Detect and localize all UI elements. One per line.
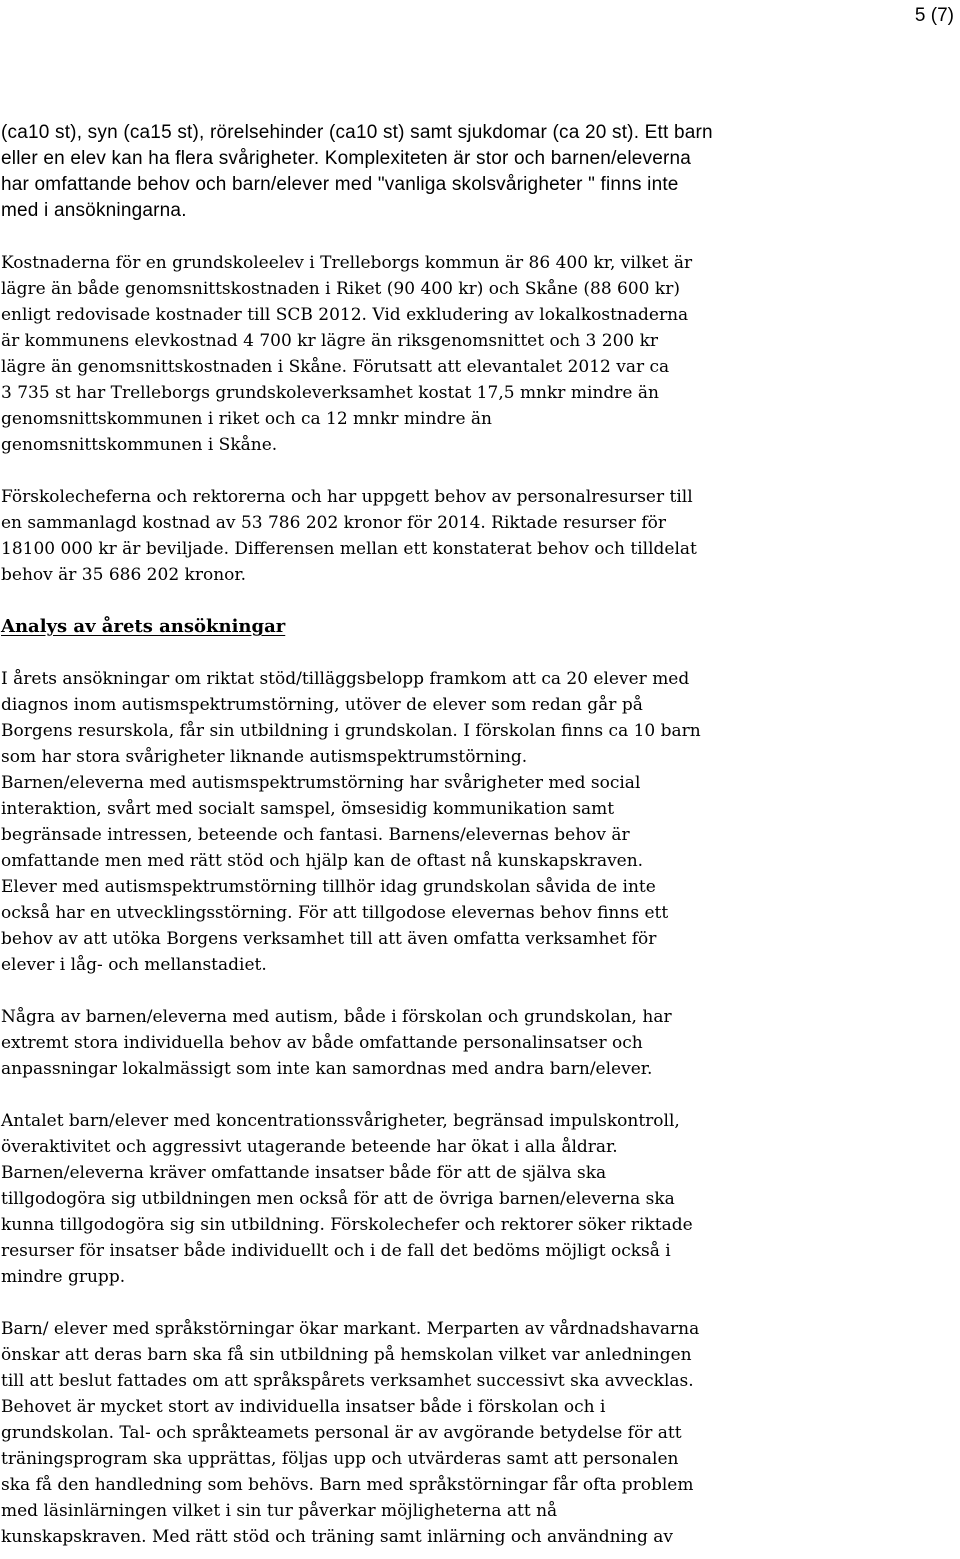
text-line: Barnen/eleverna kräver omfattande insatser både för att de själva ska: [1, 1163, 607, 1183]
text-line: interaktion, svårt med socialt samspel, ömsesidig kommunikation samt: [1, 799, 615, 819]
text-line: enligt redovisade kostnader till SCB 2012. Vid exkludering av lokalkostnaderna: [1, 305, 689, 325]
page-number: 5 (7): [914, 5, 954, 26]
text-line: med läsinlärningen vilket i sin tur påverkar möjligheterna att nå: [1, 1501, 558, 1521]
text-line: överaktivitet och aggressivt utagerande beteende har ökat i alla åldrar.: [1, 1137, 618, 1157]
text-line: Borgens resurskola, får sin utbildning i grundskolan. I förskolan finns ca 10 barn: [1, 721, 701, 741]
section-heading: Analys av årets ansökningar: [1, 616, 286, 637]
text-line: är kommunens elevkostnad 4 700 kr lägre än riksgenomsnittet och 3 200 kr: [1, 331, 659, 351]
document-body: [1, 120, 951, 1550]
text-line: anpassningar lokalmässigt som inte kan samordnas med andra barn/elever.: [1, 1059, 653, 1079]
paragraph-costs: [1, 250, 951, 458]
text-line: extremt stora individuella behov av både omfattande personalinsatser och: [1, 1033, 643, 1053]
text-line: med i ansökningarna.: [1, 200, 187, 221]
text-line: också har en utvecklingsstörning. För att tillgodose elevernas behov finns ett: [1, 903, 669, 923]
text-line: behov av att utöka Borgens verksamhet till att även omfatta verksamhet för: [1, 929, 657, 949]
paragraph-autism: [1, 666, 951, 978]
text-line: Antalet barn/elever med koncentrationssvårigheter, begränsad impulskontroll,: [1, 1111, 680, 1131]
text-line: grundskolan. Tal- och språkteamets personal är av avgörande betydelse för att: [1, 1423, 682, 1443]
text-line: I årets ansökningar om riktat stöd/tilläggsbelopp framkom att ca 20 elever med: [1, 669, 690, 689]
text-line: Kostnaderna för en grundskoleelev i Trelleborgs kommun är 86 400 kr, vilket är: [1, 253, 693, 273]
text-line: diagnos inom autismspektrumstörning, utöver de elever som redan går på: [1, 695, 643, 715]
text-line: kunskapskraven. Med rätt stöd och träning samt inlärning och användning av: [1, 1527, 673, 1547]
text-line: har omfattande behov och barn/elever med "vanliga skolsvårigheter " finns inte: [1, 174, 679, 195]
paragraph-concentration: [1, 1108, 951, 1290]
text-line: tillgodogöra sig utbildningen men också för att de övriga barnen/eleverna ska: [1, 1189, 675, 1209]
text-line: kunna tillgodogöra sig sin utbildning. Förskolechefer och rektorer söker riktade: [1, 1215, 693, 1235]
text-line: önskar att deras barn ska få sin utbildning på hemskolan vilket var anledningen: [1, 1345, 692, 1365]
text-line: omfattande men med rätt stöd och hjälp kan de oftast nå kunskapskraven.: [1, 851, 644, 871]
text-line: 18100 000 kr är beviljade. Differensen mellan ett konstaterat behov och tilldelat: [1, 539, 697, 559]
text-line: som har stora svårigheter liknande autismspektrumstörning.: [1, 747, 528, 767]
paragraph-language: [1, 1316, 951, 1550]
text-line: Några av barnen/eleverna med autism, både i förskolan och grundskolan, har: [1, 1007, 672, 1027]
text-line: lägre än genomsnittskostnaden i Skåne. Förutsatt att elevantalet 2012 var ca: [1, 357, 670, 377]
text-line: begränsade intressen, beteende och fantasi. Barnens/elevernas behov är: [1, 825, 630, 845]
text-line: Barn/ elever med språkstörningar ökar markant. Merparten av vårdnadshavarna: [1, 1319, 700, 1339]
text-line: lägre än både genomsnittskostnaden i Riket (90 400 kr) och Skåne (88 600 kr): [1, 279, 680, 299]
text-line: genomsnittskommunen i riket och ca 12 mnkr mindre än: [1, 409, 492, 429]
text-line: 3 735 st har Trelleborgs grundskoleverksamhet kostat 17,5 mnkr mindre än: [1, 383, 659, 403]
text-line: elever i låg- och mellanstadiet.: [1, 955, 267, 975]
text-line: Barnen/eleverna med autismspektrumstörning har svårigheter med social: [1, 773, 641, 793]
paragraph-autism-needs: [1, 1004, 951, 1082]
text-line: genomsnittskommunen i Skåne.: [1, 435, 278, 455]
paragraph-resources: [1, 484, 951, 588]
text-line: en sammanlagd kostnad av 53 786 202 kronor för 2014. Riktade resurser för: [1, 513, 666, 533]
paragraph-intro: [1, 120, 951, 224]
text-line: ska få den handledning som behövs. Barn med språkstörningar får ofta problem: [1, 1475, 694, 1495]
text-line: eller en elev kan ha flera svårigheter. Komplexiteten är stor och barnen/eleverna: [1, 148, 692, 169]
text-line: resurser för insatser både individuellt och i de fall det bedöms möjligt också i: [1, 1241, 671, 1261]
text-line: Behovet är mycket stort av individuella insatser både i förskolan och i: [1, 1397, 606, 1417]
text-line: till att beslut fattades om att språkspårets verksamhet successivt ska avvecklas.: [1, 1371, 694, 1391]
text-line: mindre grupp.: [1, 1267, 126, 1287]
text-line: träningsprogram ska upprättas, följas upp och utvärderas samt att personalen: [1, 1449, 679, 1469]
text-line: Förskolecheferna och rektorerna och har uppgett behov av personalresurser till: [1, 487, 693, 507]
text-line: (ca10 st), syn (ca15 st), rörelsehinder (ca10 st) samt sjukdomar (ca 20 st). Ett barn: [1, 122, 713, 143]
text-line: behov är 35 686 202 kronor.: [1, 565, 247, 585]
text-line: Elever med autismspektrumstörning tillhör idag grundskolan såvida de inte: [1, 877, 656, 897]
